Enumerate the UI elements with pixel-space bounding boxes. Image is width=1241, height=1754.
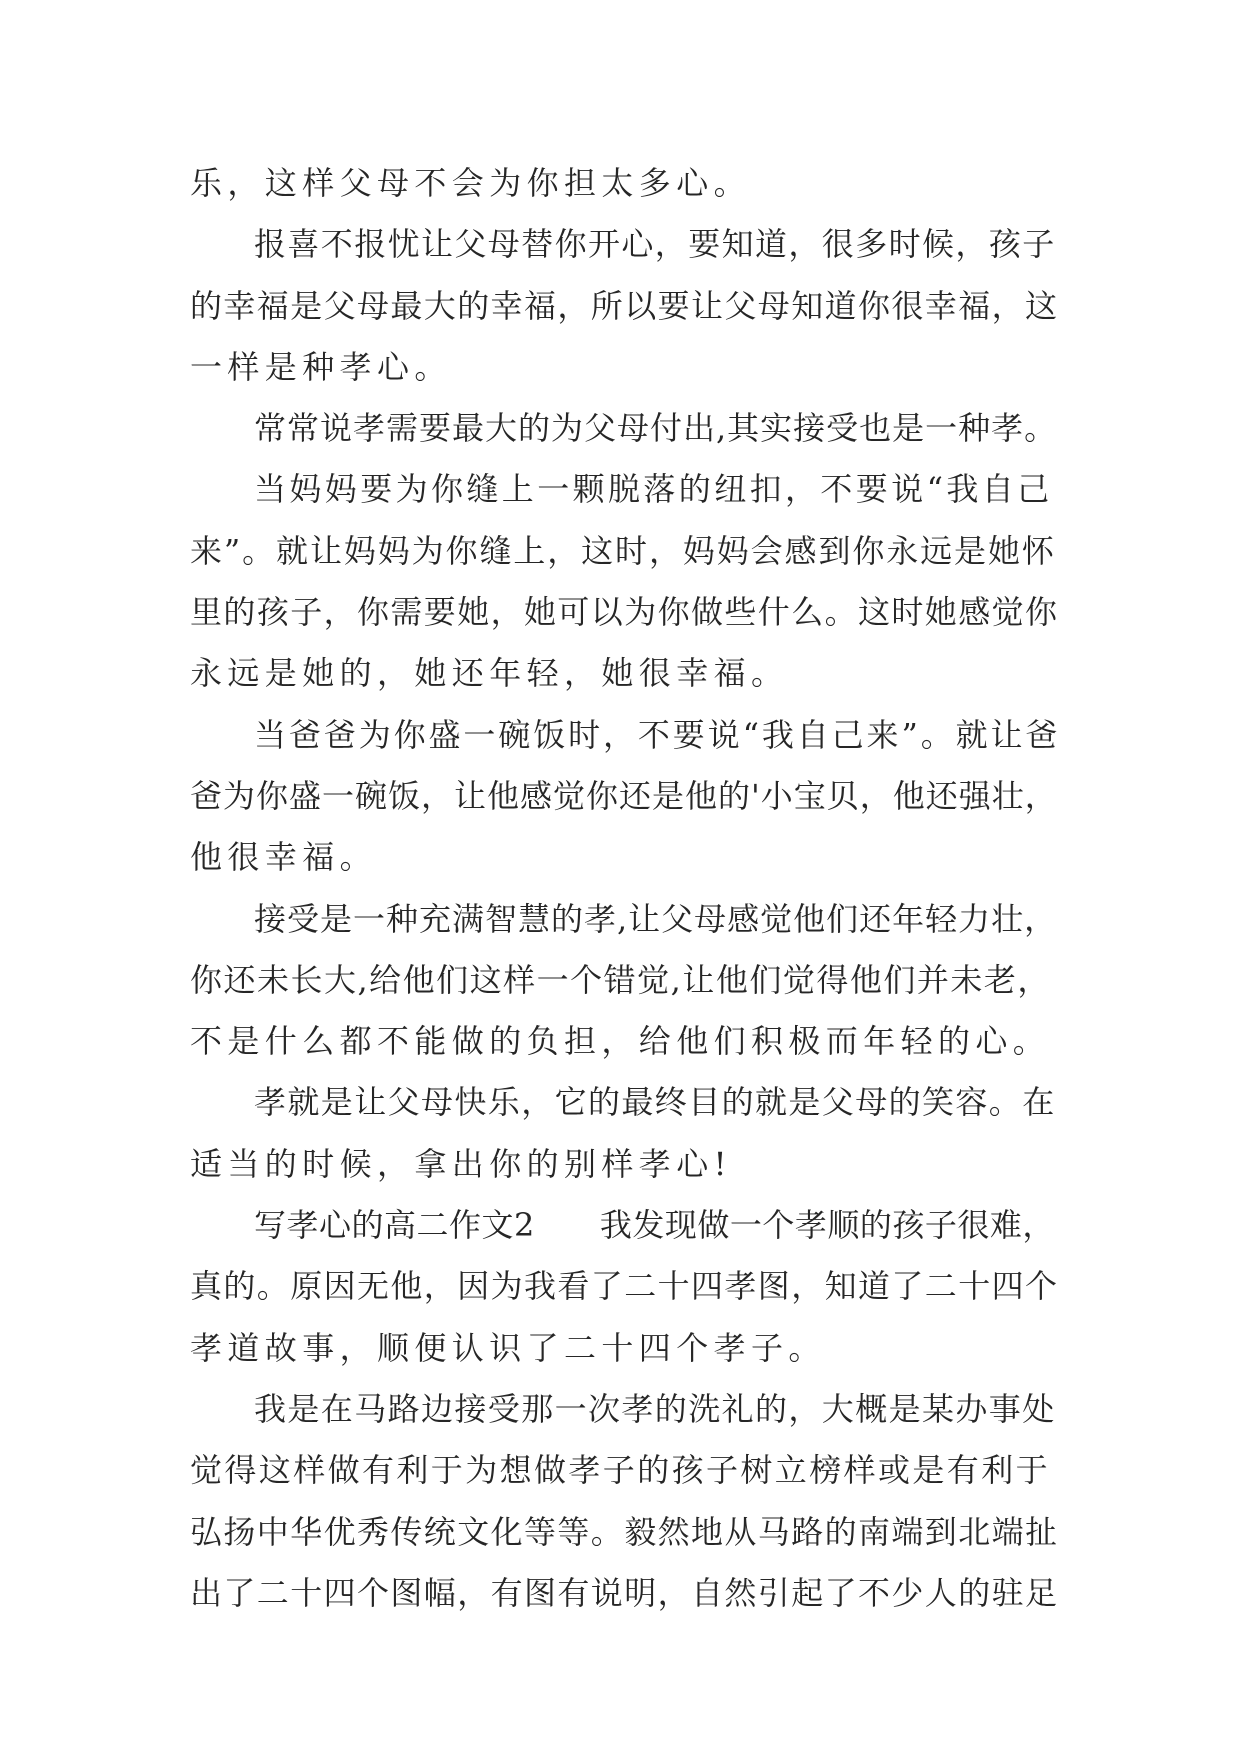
paragraph-start: 常常说孝需要最大的为父母付出,其实接受也是一种孝。 xyxy=(254,409,1058,448)
paragraph-start: 当妈妈要为你缝上一颗脱落的纽扣，不要说“我自己 xyxy=(254,470,1053,509)
text-line: 真的。原因无他，因为我看了二十四孝图，知道了二十四个 xyxy=(190,1267,1059,1306)
text-line: 你还未长大,给他们这样一个错觉,让他们觉得他们并未老， xyxy=(190,960,1051,999)
text-line: 乐，这样父母不会为你担太多心。 xyxy=(190,164,752,202)
text-line: 爸为你盛一碗饭，让他感觉你还是他的'小宝贝，他还强壮， xyxy=(190,776,1058,815)
text-line: 他很幸福。 xyxy=(190,838,378,877)
section-title-line: 写孝心的高二作文2 我发现做一个孝顺的孩子很难， xyxy=(254,1206,1055,1245)
text-line: 出了二十四个图幅，有图有说明，自然引起了不少人的驻足 xyxy=(190,1573,1059,1612)
document-body xyxy=(190,153,1060,1624)
text-line: 觉得这样做有利于为想做孝子的孩子树立榜样或是有利于 xyxy=(190,1451,1051,1490)
text-line: 弘扬中华优秀传统文化等等。毅然地从马路的南端到北端扯 xyxy=(190,1512,1059,1551)
paragraph-start: 报喜不报忧让父母替你开心，要知道，很多时候，孩子 xyxy=(254,225,1056,264)
text-line: 来”。就让妈妈为你缝上，这时，妈妈会感到你永远是她怀 xyxy=(190,531,1056,570)
text-line: 不是什么都不能做的负担，给他们积极而年轻的心。 xyxy=(190,1022,1051,1061)
text-line: 适当的时候，拿出你的别样孝心! xyxy=(190,1144,732,1183)
paragraph-start: 我是在马路边接受那一次孝的洗礼的，大概是某办事处 xyxy=(254,1389,1056,1428)
paragraph-start: 当爸爸为你盛一碗饭时，不要说“我自己来”。就让爸 xyxy=(254,715,1061,754)
text-line: 永远是她的，她还年轻，她很幸福。 xyxy=(190,654,789,693)
text-line: 孝道故事，顺便认识了二十四个孝子。 xyxy=(190,1328,826,1367)
text-line: 的幸福是父母最大的幸福，所以要让父母知道你很幸福，这 xyxy=(190,286,1059,325)
text-line: 一样是种孝心。 xyxy=(190,347,452,386)
text-line: 里的孩子，你需要她，她可以为你做些什么。这时她感觉你 xyxy=(190,593,1059,632)
paragraph-start: 接受是一种充满智慧的孝,让父母感觉他们还年轻力壮， xyxy=(254,899,1058,938)
paragraph-start: 孝就是让父母快乐，它的最终目的就是父母的笑容。在 xyxy=(254,1083,1056,1122)
